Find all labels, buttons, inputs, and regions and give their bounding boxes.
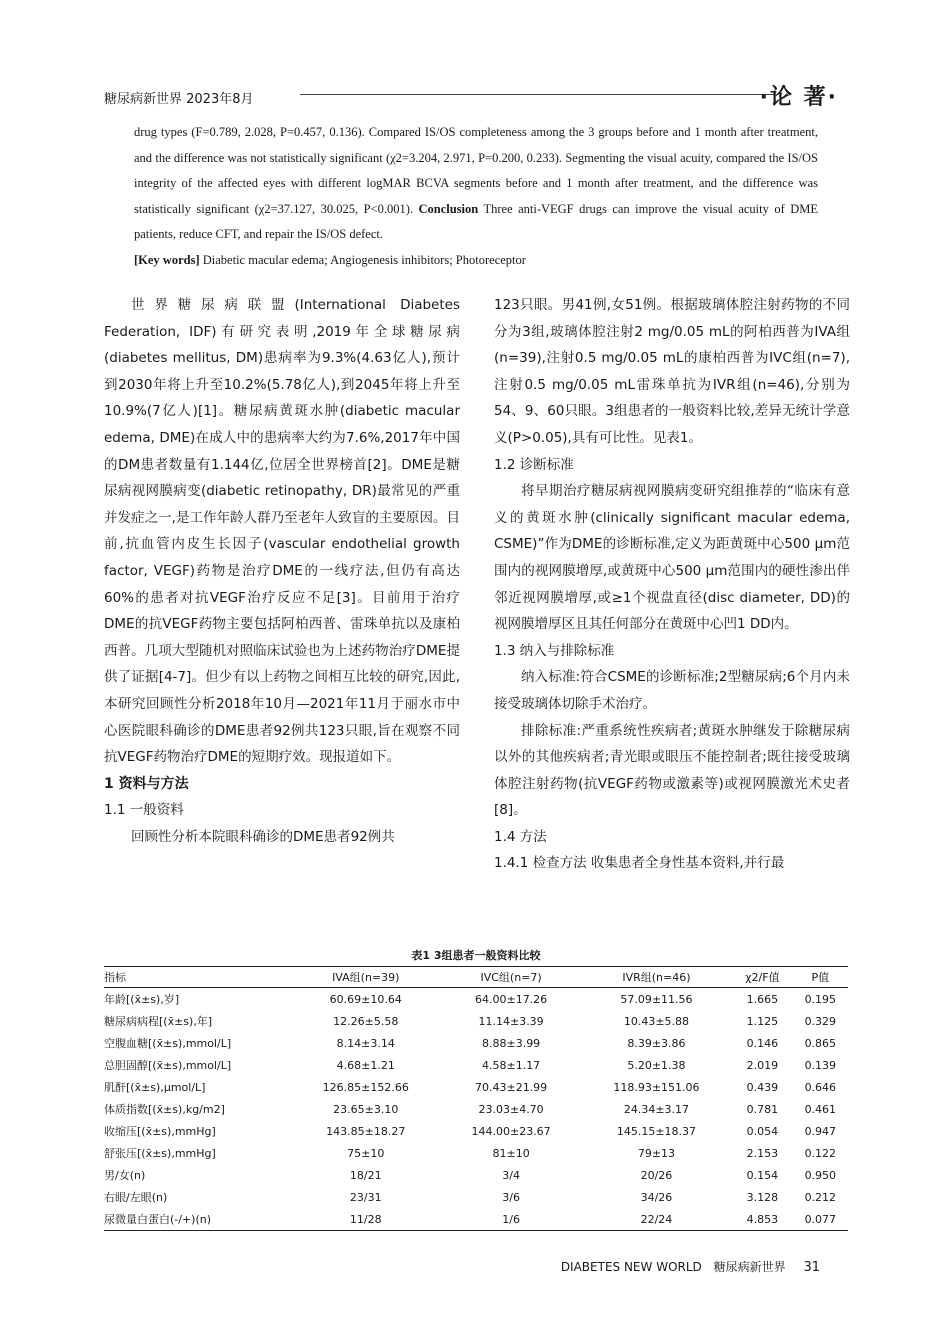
table-cell: 118.93±151.06 [613,1080,700,1094]
subsection-heading: 1.4 方法 [494,828,547,845]
table-cell: 1/6 [502,1212,520,1226]
table-cell: 4.853 [746,1212,779,1226]
table-cell: 3/4 [502,1168,520,1182]
table-header-cell: IVR组(n=46) [622,971,691,984]
table-cell: 75±10 [347,1146,385,1160]
table-cell: 20/26 [640,1168,673,1182]
table-cell: 0.154 [746,1168,779,1182]
table-cell: 0.329 [804,1014,837,1028]
subsection-heading: 1.3 纳入与排除标准 [494,642,615,659]
journal-name: 糖尿病新世界 2023年8月 [104,92,254,107]
table-row [104,1208,848,1231]
table-cell: 3.128 [746,1190,779,1204]
table-cell: 22/24 [640,1212,673,1226]
table-cell: 8.39±3.86 [627,1036,686,1050]
page-footer [553,1258,820,1275]
table-cell: 0.439 [746,1080,779,1094]
table-row [104,1010,848,1032]
table-cell: 舒张压[(x̄±s),mmHg] [104,1147,216,1160]
page-number: 31 [803,1260,820,1275]
table-header-cell: 指标 [104,971,126,984]
intro-paragraph: 世界糖尿病联盟(International Diabetes Federation, IDF)有研究表明,2019年全球糖尿病(diabetes mellitus, DM)患病率为9.3%(4.63亿人),预计到2030年将上升至10.2%(5.78亿人),到2045年将上升至10.9%(7亿人)[1]。糖尿病黄斑水肿(diabetic macular edema, DME)在成人中的患病率大约为7.6%,2017年中国的DM患者数量有1.144亿,位居全世界榜首[2]。DME是糖尿病视网膜病变(diabetic retinopathy, DR)最常见的严重并发症之一,是工作年龄人群乃至老年人致盲的主要原因。目前,抗血管内皮生长因子(vascular endothelial growth factor, VEGF)药物是治疗DME的一线疗法,但仍有高达60%的患者对抗VEGF治疗反应不足[3]。目前用于治疗DME的抗VEGF药物主要包括阿柏西普、雷珠单抗以及康柏西普。几项大型随机对照临床试验也为上述药物治疗DME提供了证据[4-7]。但少有以上药物之间相互比较的研究,因此,本研究回顾性分析2018年10月—2021年11月于丽水市中心医院眼科确诊的DME患者92例共123只眼,旨在观察不同抗VEGF药物治疗DME的短期疗效。现报道如下。 [104,297,460,766]
table-cell: 尿微量白蛋白(-/+)(n) [104,1213,212,1226]
abstract-text: drug types (F=0.789, 2.028, P=0.457, 0.136). Compared IS/OS completeness among the 3 groups before and 1 month after treatment, and the difference was not statistically significant (χ2=3.204, 2.971, P=0.200, 0.233). Segmenting the visual acuity, compared the IS/OS integrity of the affected eyes with different logMAR BCVA segments before and 1 month after treatment, and the difference was statistically significant (χ2=37.127, 30.025, P<0.001). Conclusion Three anti-VEGF drugs can improve the visual acuity of DME patients, reduce CFT, and repair the IS/OS defect. [134,125,819,241]
table-cell: 体质指数[(x̄±s),kg/m2] [104,1103,225,1116]
section-tag: ·论 著· [759,85,838,110]
table-row [104,1142,848,1164]
table-cell: 0.122 [804,1146,837,1160]
table-cell: 0.646 [804,1080,837,1094]
table-cell: 11.14±3.39 [478,1014,544,1028]
table-cell: 0.146 [746,1036,779,1050]
table-cell: 1.125 [746,1014,779,1028]
paragraph: 纳入标准:符合CSME的诊断标准;2型糖尿病;6个月内未接受玻璃体切除手术治疗。 [494,669,850,712]
table-row [104,1164,848,1186]
table-row [104,988,848,1011]
table-cell: 81±10 [492,1146,530,1160]
table-cell: 126.85±152.66 [322,1080,409,1094]
table-row [104,1054,848,1076]
table-header-cell: IVA组(n=39) [332,971,400,984]
table-cell: 0.865 [804,1036,837,1050]
paragraph: 排除标准:严重系统性疾病者;黄斑水肿继发于除糖尿病以外的其他疾病者;青光眼或眼压不能控制者;既往接受玻璃体腔注射药物(抗VEGF药物或激素等)或视网膜激光术史者[8]。 [494,722,850,819]
table-cell: 24.34±3.17 [623,1102,690,1116]
table-cell: 23/31 [349,1190,382,1204]
baseline-table [104,966,848,1231]
table-cell: 0.139 [804,1058,837,1072]
table-cell: 4.58±1.17 [481,1058,541,1072]
table-cell: 23.03±4.70 [478,1102,544,1116]
paragraph: 将早期治疗糖尿病视网膜病变研究组推荐的“临床有意义的黄斑水肿(clinically significant macular edema, CSME)”作为DME的诊断标准,定义为距黄斑中心500 μm范围内的视网膜增厚,或黄斑中心500 μm范围内的硬性渗出伴邻近视网膜增厚,或≥1个视盘直径(disc diameter, DD)的视网膜增厚区且其任何部分在黄斑中心凹1 DD内。 [494,483,850,633]
table-cell: 8.88±3.99 [481,1036,541,1050]
table-cell: 空腹血糖[(x̄±s),mmol/L] [104,1037,232,1050]
conclusion-text: Three anti-VEGF drugs can improve the visual acuity of DME patients, reduce CFT, and repair the IS/OS defect. [134,201,819,241]
table-cell: 男/女(n) [104,1169,146,1182]
table-row [104,1076,848,1098]
paragraph: 1.4.1 检查方法 收集患者全身性基本资料,并行最 [494,855,785,872]
table-1 [104,946,848,1231]
table-cell: 144.00±23.67 [471,1124,551,1138]
table-cell: 34/26 [640,1190,673,1204]
table-cell: 1.665 [746,992,779,1006]
paragraph: 回顾性分析本院眼科确诊的DME患者92例共 [131,828,395,845]
table-cell: 60.69±10.64 [329,992,402,1006]
table-cell: 右眼/左眼(n) [104,1191,168,1204]
footer-journal-cn: 糖尿病新世界 [713,1260,786,1274]
table-header-cell: P值 [811,971,830,984]
table-cell: 79±13 [637,1146,676,1160]
subsection-heading: 1.1 一般资料 [104,802,184,819]
table-cell: 8.14±3.14 [336,1036,395,1050]
table-cell: 11/28 [349,1212,382,1226]
table-cell: 0.781 [746,1102,779,1116]
table-row [104,1186,848,1208]
table-row [104,1120,848,1142]
footer-journal-en: DIABETES NEW WORLD [560,1260,702,1274]
keywords-label: [Key words] [134,252,200,267]
right-column [494,292,850,877]
table-cell: 总胆固醇[(x̄±s),mmol/L] [104,1059,232,1072]
table-body [104,988,848,1231]
subsection-heading: 1.2 诊断标准 [494,456,574,473]
section-heading: 1 资料与方法 [104,775,189,792]
conclusion-label: Conclusion [418,201,479,216]
english-abstract [134,120,818,273]
table-cell: 肌酐[(x̄±s),μmol/L] [104,1081,206,1094]
table-cell: 10.43±5.88 [623,1014,690,1028]
table-cell: 12.26±5.58 [333,1014,399,1028]
table-header-row [104,967,848,988]
table-header-cell: χ2/F值 [745,971,780,984]
table-cell: 0.212 [804,1190,837,1204]
table-cell: 收缩压[(x̄±s),mmHg] [104,1125,216,1138]
table-cell: 23.65±3.10 [333,1102,399,1116]
table-cell: 70.43±21.99 [474,1080,548,1094]
table-cell: 2.019 [746,1058,779,1072]
left-column [104,292,460,850]
table-cell: 0.947 [804,1124,837,1138]
table-cell: 年龄[(x̄±s),岁] [104,993,180,1006]
table-cell: 145.15±18.37 [616,1124,697,1138]
table-cell: 0.950 [804,1168,837,1182]
table-cell: 0.077 [804,1212,837,1226]
paragraph: 123只眼。男41例,女51例。根据玻璃体腔注射药物的不同分为3组,玻璃体腔注射2 mg/0.05 mL的阿柏西普为IVA组(n=39),注射0.5 mg/0.05 mL的康柏西普为IVC组(n=7),注射0.5 mg/0.05 mL雷珠单抗为IVR组(n=46),分别为54、9、60只眼。3组患者的一般资料比较,差异无统计学意义(P>0.05),具有可比性。见表1。 [494,297,850,446]
table-title: 表1 3组患者一般资料比较 [411,949,541,962]
page-header [104,84,840,114]
table-cell: 4.68±1.21 [336,1058,395,1072]
table-cell: 57.09±11.56 [620,992,693,1006]
table-cell: 0.195 [804,992,837,1006]
table-cell: 5.20±1.38 [627,1058,686,1072]
table-cell: 2.153 [746,1146,779,1160]
table-cell: 64.00±17.26 [474,992,548,1006]
table-cell: 0.054 [746,1124,779,1138]
table-row [104,1032,848,1054]
table-header-cell: IVC组(n=7) [480,971,542,984]
table-cell: 18/21 [349,1168,382,1182]
keywords: [Key words] Diabetic macular edema; Angiogenesis inhibitors; Photoreceptor [134,252,526,267]
table-cell: 糖尿病病程[(x̄±s),年] [104,1015,213,1028]
table-cell: 3/6 [502,1190,520,1204]
table-cell: 0.461 [804,1102,837,1116]
table-cell: 143.85±18.27 [326,1124,406,1138]
header-rule [300,94,774,95]
table-row [104,1098,848,1120]
